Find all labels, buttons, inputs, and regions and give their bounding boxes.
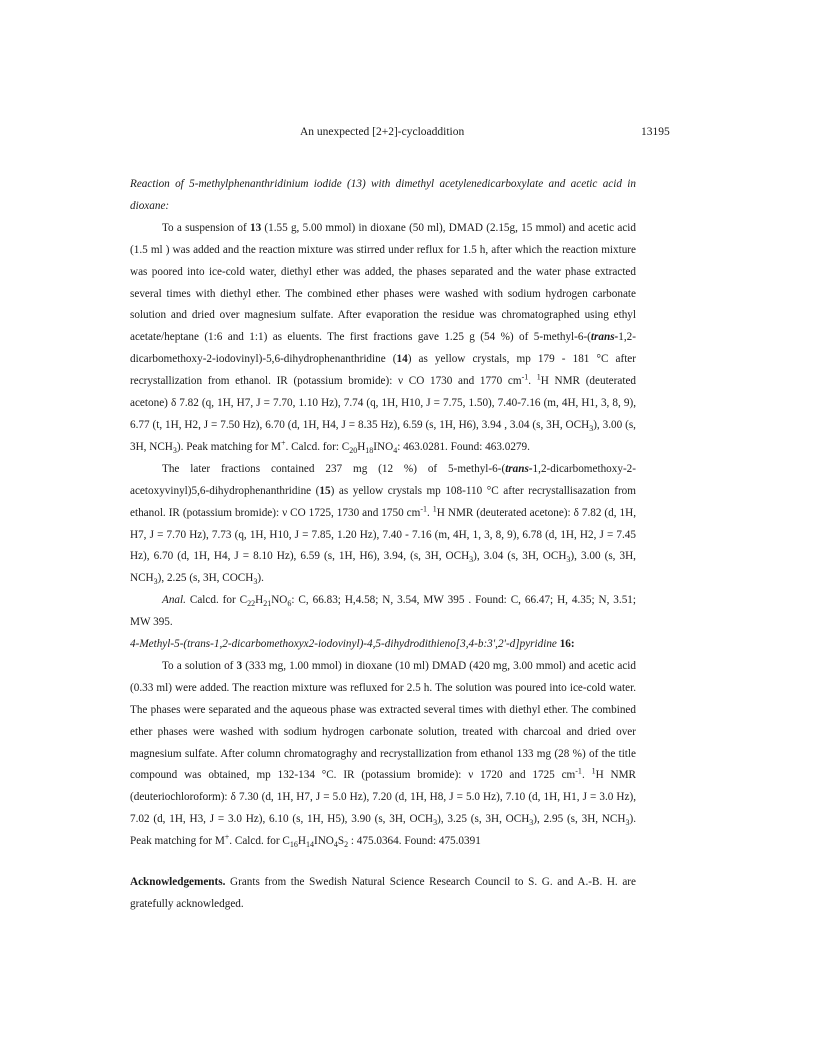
text-run: ). Peak matching for M bbox=[130, 813, 636, 848]
text-run: ), 3.00 (s, 3H, NCH bbox=[130, 550, 636, 585]
running-title: An unexpected [2+2]-cycloaddition bbox=[300, 126, 465, 138]
superscript: + bbox=[280, 438, 286, 448]
text-run: : 463.0281. Found: 463.0279. bbox=[397, 440, 530, 453]
subscript: 3 bbox=[589, 424, 594, 434]
text-run: H NMR (deuterated acetone): δ 7.82 (d, 1H, H7, J = 7.70 Hz), 7.73 (q, 1H, H10, J = 7.85, 1.20 Hz), 7.40 - 7.16 (m, 4H, 1, 3, 8, 9), 6.78 (d, 1H, H2, J = 7.45 Hz), 6.70 (d, 1H, H4, J = 8.10 Hz), 6.59 (s, 1H, H6), 3.94, (s, 3H, OCH bbox=[130, 506, 636, 563]
superscript: 1 bbox=[432, 503, 437, 513]
subscript: 14 bbox=[305, 840, 314, 850]
text-run: . Calcd. for: C bbox=[285, 440, 350, 453]
subscript: 6 bbox=[287, 599, 292, 609]
compound-number: 16: bbox=[559, 638, 575, 651]
text-run: ) as yellow crystals mp 108-110 °C after recrystallisazation from ethanol. IR (potassium bromide): ν CO 1725, 1730 and 1750 cm bbox=[130, 484, 636, 519]
section-heading-compound-16 bbox=[130, 634, 636, 656]
text-run: ), 2.25 (s, 3H, COCH bbox=[157, 572, 254, 585]
subscript: 3 bbox=[469, 555, 474, 565]
subscript: 4 bbox=[393, 446, 398, 456]
compound-number: 3 bbox=[236, 659, 243, 672]
text-run: . bbox=[528, 375, 537, 388]
text-run: ), 2.95 (s, 3H, NCH bbox=[533, 813, 626, 826]
subscript: 20 bbox=[349, 446, 358, 456]
stereo-descriptor: trans- bbox=[590, 331, 619, 344]
text-run: ), 3.04 (s, 3H, OCH bbox=[473, 550, 567, 563]
compound-number: 15 bbox=[319, 484, 331, 497]
text-run: ) as yellow crystals, mp 179 - 181 °C after recrystallization from ethanol. IR (potassium bromide): ν CO 1730 and 1770 cm bbox=[130, 353, 636, 388]
section-spacer bbox=[130, 853, 636, 872]
subscript: 3 bbox=[566, 555, 571, 565]
paragraph-experimental-15 bbox=[130, 459, 636, 590]
stereo-descriptor: trans- bbox=[505, 462, 533, 475]
text-run: To a suspension of bbox=[162, 221, 250, 234]
text-run: H NMR (deuterated acetone) δ 7.82 (q, 1H, H7, J = 7.70, 1.10 Hz), 7.74 (q, 1H, H10, J = 7.75, 1.50), 7.40-7.16 (m, 4H, H1, 3, 8, 9), 6.77 (t, 1H, H2, J = 7.50 Hz), 6.70 (d, 1H, H4, J = 8.35 Hz), 6.59 (s, 1H, H6), 3.94 , 3.04 (s, 3H, OCH bbox=[130, 375, 637, 431]
superscript: 1 bbox=[591, 766, 596, 776]
acknowledgements bbox=[130, 872, 636, 916]
text-run: 4-Methyl-5-(trans-1,2-dicarbomethoxyx2-iodovinyl)-4,5-dihydrodithieno[3,4-b:3',2'-d]pyridine bbox=[130, 638, 560, 651]
text-run: ), 3.25 (s, 3H, OCH bbox=[437, 813, 530, 826]
text-run: The later fractions contained 237 mg (12 %) of 5-methyl-6-( bbox=[162, 462, 506, 475]
superscript: 1 bbox=[536, 372, 541, 382]
text-run: Calcd. for C bbox=[185, 594, 248, 607]
compound-number: 13 bbox=[250, 221, 262, 234]
text-run: ). bbox=[257, 572, 264, 585]
subscript: 3 bbox=[153, 577, 158, 587]
analysis-label: Anal. bbox=[162, 594, 186, 607]
subscript: 4 bbox=[333, 840, 338, 850]
text-run: ). Peak matching for M bbox=[176, 440, 281, 453]
text-run: INO bbox=[373, 440, 394, 453]
text-run: : C, 66.83; H,4.58; N, 3.54, MW 395 . Found: C, 66.47; H, 4.35; N, 3.51; MW 395. bbox=[130, 594, 636, 629]
text-run: 1,2-dicarbomethoxy-2-iodovinyl)-5,6-dihydrophenanthridine ( bbox=[130, 331, 636, 366]
text-run: H NMR (deuteriochloroform): δ 7.30 (d, 1H, H7, J = 5.0 Hz), 7.20 (d, 1H, H8, J = 5.0 Hz), 7.10 (d, 1H, H1, J = 3.0 Hz), 7.02 (d, 1H, H3, J = 3.0 Hz), 6.10 (s, 1H, H5), 3.90 (s, 3H, OCH bbox=[130, 769, 636, 826]
superscript: -1 bbox=[420, 503, 427, 513]
page-number: 13195 bbox=[641, 126, 670, 138]
subscript: 21 bbox=[263, 599, 272, 609]
text-run: . Calcd. for C bbox=[229, 835, 290, 848]
text-run: H bbox=[297, 835, 306, 848]
text-run: H bbox=[357, 440, 366, 453]
subscript: 3 bbox=[172, 446, 177, 456]
text-run: (333 mg, 1.00 mmol) in dioxane (10 ml) DMAD (420 mg, 3.00 mmol) and acetic acid (0.33 ml) were added. The reaction mixture was refluxed for 2.5 h. The solution was poured into ice-cold water. The phases were separated and the aqueous phase was extracted several times with diethyl ether. The combined ether phases were washed with sodium hydrogen carbonate solution, treated with charcoal and dried over magnesium sulfate. After column chromatograghy and recrystallization from ethanol 133 mg (28 %) of the title compound was obtained, mp 132-134 °C. IR (potassium bromide): ν 1720 and 1725 cm bbox=[130, 659, 636, 782]
text-run: S bbox=[337, 835, 345, 848]
text-run: Grants from the Swedish Natural Science Research Council to S. G. and A.-B. H. are gratefully acknowledged. bbox=[130, 876, 636, 910]
text-run: : 475.0364. Found: 475.0391 bbox=[348, 835, 481, 848]
paragraph-analysis-15 bbox=[130, 590, 636, 634]
subscript: 3 bbox=[253, 577, 258, 587]
subscript: 3 bbox=[433, 818, 438, 828]
paragraph-experimental-16 bbox=[130, 656, 636, 853]
text-run: To a solution of bbox=[162, 659, 237, 672]
text-run: H bbox=[255, 594, 264, 607]
subscript: 22 bbox=[247, 599, 256, 609]
text-run: . bbox=[581, 769, 592, 782]
subscript: 3 bbox=[529, 818, 534, 828]
subscript: 16 bbox=[289, 840, 298, 850]
superscript: -1 bbox=[521, 372, 529, 382]
article-body bbox=[130, 174, 636, 916]
acknowledgements-label: Acknowledgements. bbox=[130, 876, 226, 889]
superscript: -1 bbox=[575, 766, 582, 776]
subscript: 18 bbox=[365, 446, 374, 456]
superscript: + bbox=[224, 832, 230, 842]
subscript: 2 bbox=[344, 840, 349, 850]
subscript: 3 bbox=[625, 818, 630, 828]
section-heading-reaction-13: Reaction of 5-methylphenanthridinium iodide (13) with dimethyl acetylenedicarboxylate and acetic acid in dioxane: bbox=[130, 178, 636, 212]
paragraph-experimental-14 bbox=[130, 218, 636, 459]
text-run: INO bbox=[313, 835, 334, 848]
text-run: . bbox=[427, 506, 433, 519]
text-run: (1.55 g, 5.00 mmol) in dioxane (50 ml), DMAD (2.15g, 15 mmol) and acetic acid (1.5 ml ) was added and the reaction mixture was stirred under reflux for 1.5 h, after which the reaction mixture was poored into ice-cold water, diethyl ether was added, the phases separated and the water phase extracted several times with diethyl ether. The combined ether phases were washed with sodium hydrogen carbonate solution and dried over magnesium sulfate. After evaporation the residue was chromatographed using ethyl acetate/heptane (1:6 and 1:1) as eluents. The first fractions gave 1.25 g (54 %) of 5-methyl-6-( bbox=[130, 221, 636, 344]
compound-number: 14 bbox=[396, 353, 408, 366]
text-run: 1,2-dicarbomethoxy-2-acetoxyvinyl)5,6-dihydrophenanthridine ( bbox=[130, 462, 636, 497]
text-run: NO bbox=[271, 594, 288, 607]
text-run: ), 3.00 (s, 3H, NCH bbox=[130, 418, 636, 453]
